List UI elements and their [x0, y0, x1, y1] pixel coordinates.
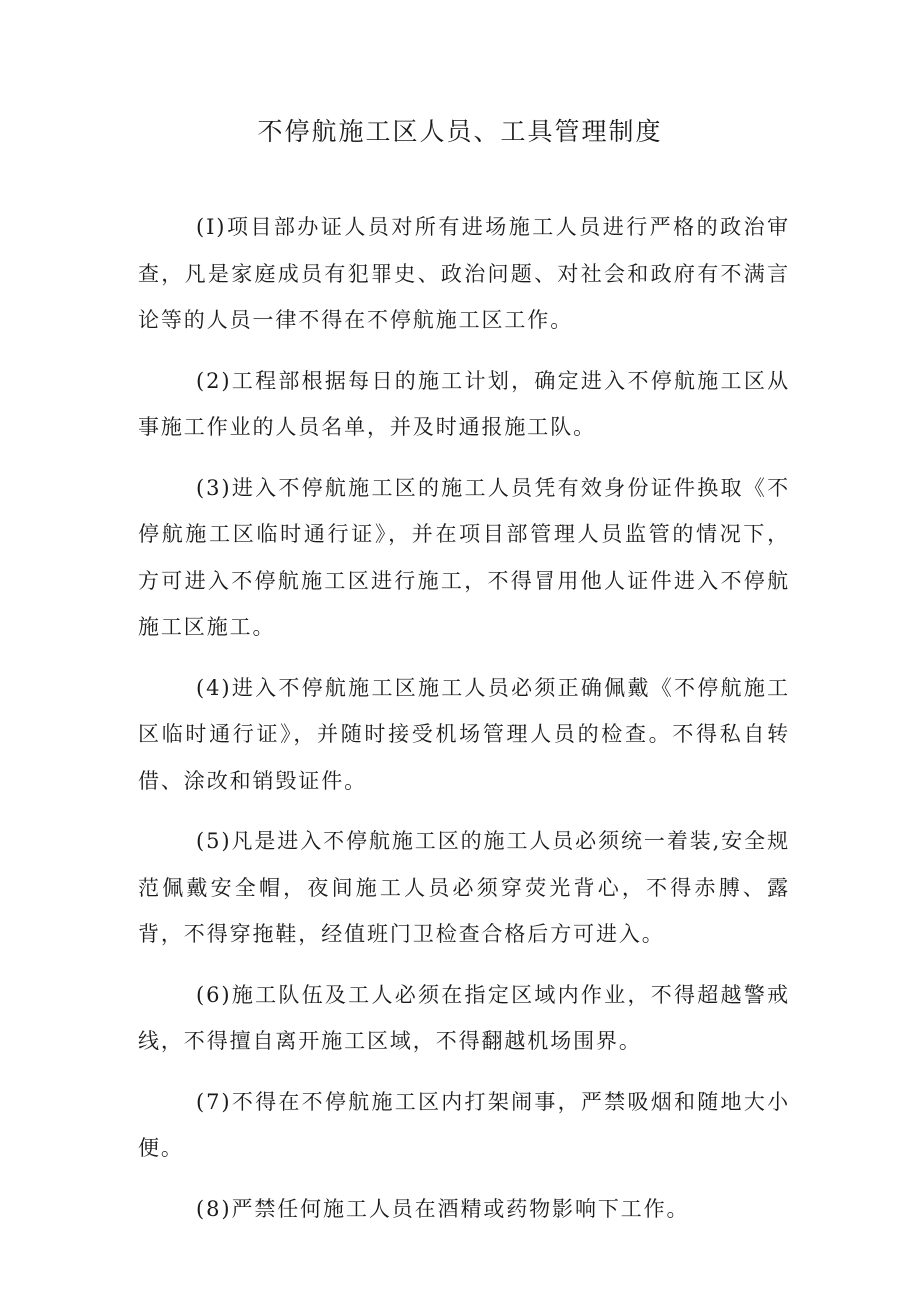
- paragraph-7: (7)不得在不停航施工区内打架闹事，严禁吸烟和随地大小便。: [138, 1089, 790, 1160]
- paragraph-6: (6)施工队伍及工人必须在指定区域内作业，不得超越警戒线，不得擅自离开施工区域，不得翻越机场围界。: [138, 982, 790, 1053]
- paragraph-3: (3)进入不停航施工区的施工人员凭有效身份证件换取《不停航施工区临时通行证》，并在项目部管理人员监管的情况下，方可进入不停航施工区进行施工，不得冒用他人证件进入不停航施工区施工。: [138, 475, 790, 639]
- paragraph-8: (8)严禁任何施工人员在酒精或药物影响下工作。: [196, 1196, 690, 1221]
- paragraph-2: (2)工程部根据每日的施工计划，确定进入不停航施工区从事施工作业的人员名单，并及时通报施工队。: [138, 368, 790, 439]
- paragraph-4: (4)进入不停航施工区施工人员必须正确佩戴《不停航施工区临时通行证》，并随时接受机场管理人员的检查。不得私自转借、涂改和销毁证件。: [138, 675, 790, 793]
- document-body: [138, 204, 790, 1246]
- document-title: 不停航施工区人员、工具管理制度: [257, 117, 663, 146]
- paragraph-5: (5)凡是进入不停航施工区的施工人员必须统一着装,安全规范佩戴安全帽，夜间施工人员必须穿荧光背心，不得赤膊、露背，不得穿拖鞋，经值班门卫检查合格后方可进入。: [138, 829, 790, 946]
- paragraph-1: (I)项目部办证人员对所有进场施工人员进行严格的政治审查，凡是家庭成员有犯罪史、政治问题、对社会和政府有不满言论等的人员一律不得在不停航施工区工作。: [138, 215, 790, 332]
